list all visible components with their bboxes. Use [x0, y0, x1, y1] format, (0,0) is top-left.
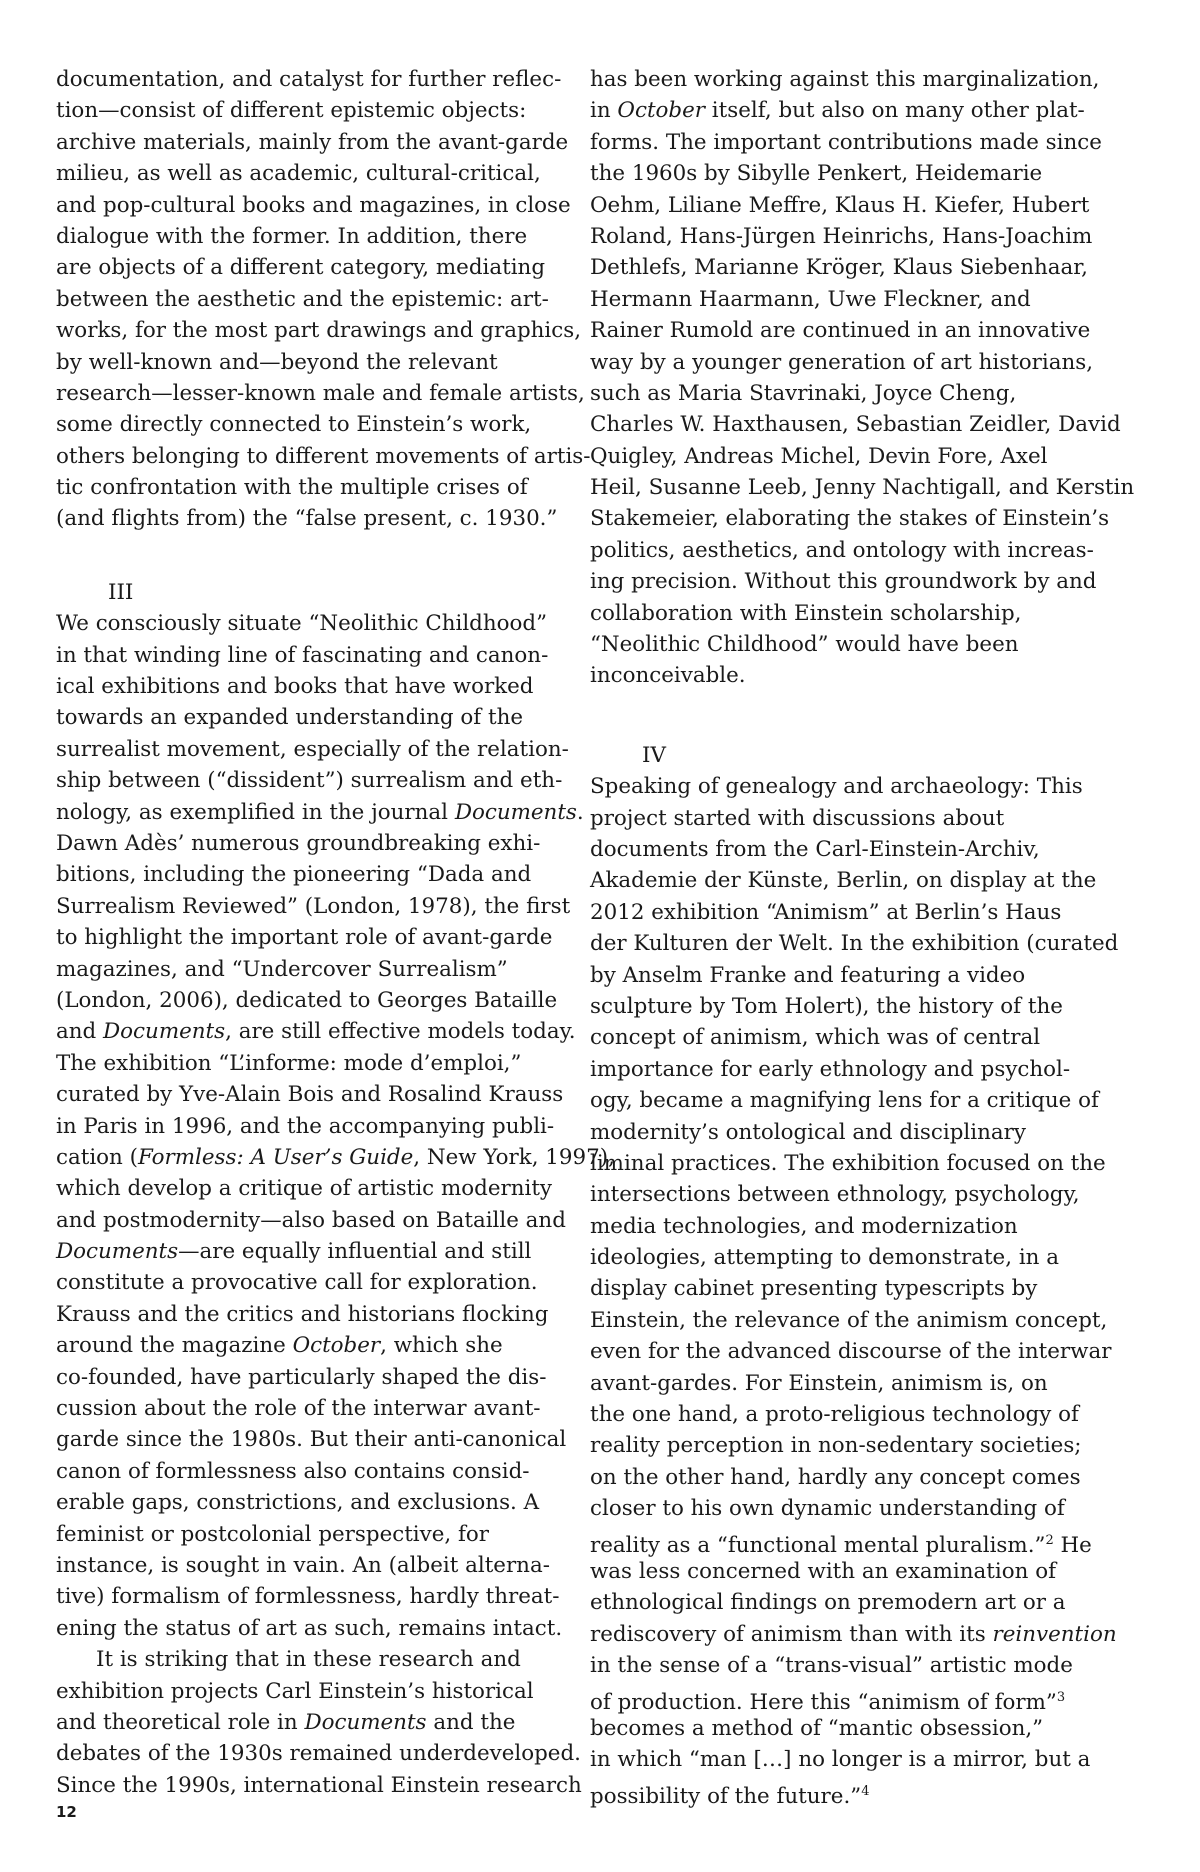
text-run: Speaking of genealogy and archaeology: This [590, 774, 1083, 800]
text-run: itself, but also on many other plat- [705, 98, 1085, 124]
text-line [590, 1493, 1135, 1524]
text-line [590, 660, 1135, 691]
text-run: co-founded, have particularly shaped the dis- [56, 1364, 547, 1390]
text-line [56, 95, 601, 126]
text-line [590, 503, 1135, 534]
text-line [590, 1273, 1135, 1304]
text-run: Roland, Hans-Jürgen Heinrichs, Hans-Joachim [590, 223, 1093, 249]
text-line [56, 1142, 615, 1173]
section-heading [590, 740, 1135, 771]
right-text-column [590, 64, 1135, 1807]
text-line [590, 803, 1135, 834]
text-run: to highlight the important role of avant-garde [56, 925, 553, 951]
footnote-marker: 2 [1045, 1532, 1054, 1548]
text-run: project started with discussions about [590, 805, 1005, 831]
italic-title: Formless: A User’s Guide [137, 1144, 414, 1170]
text-run: towards an expanded understanding of the [56, 705, 524, 731]
text-run: and the [426, 1709, 516, 1735]
text-line [56, 1048, 601, 1079]
text-line [56, 472, 601, 503]
text-run: tion—consist of different epistemic objects: [56, 98, 527, 124]
text-line [56, 828, 601, 859]
text-line [590, 472, 1135, 503]
text-run: , New York, 1997), [413, 1144, 615, 1170]
text-line [590, 127, 1135, 158]
text-run: 2012 exhibition “Animism” at Berlin’s Haus [590, 899, 1062, 925]
text-run: nology, as exemplified in the journal [56, 799, 455, 825]
text-line [590, 1587, 1135, 1618]
italic-title: Documents [103, 1019, 226, 1045]
text-line [590, 1148, 1135, 1179]
text-run: , are still effective models today. [225, 1019, 576, 1045]
text-line [590, 1744, 1135, 1775]
text-line [56, 859, 601, 890]
text-line [56, 1424, 601, 1455]
text-line [56, 640, 601, 671]
text-run: collaboration with Einstein scholarship, [590, 600, 1022, 626]
text-run: and theoretical role in [56, 1709, 305, 1735]
text-line [56, 315, 601, 346]
text-line [56, 1079, 601, 1110]
text-line [590, 1211, 1135, 1242]
text-line [56, 190, 601, 221]
text-line [56, 1173, 601, 1204]
text-line [590, 1179, 1135, 1210]
text-line [56, 503, 601, 534]
text-line [56, 954, 601, 985]
text-line [56, 1236, 601, 1267]
text-run: cation ( [56, 1144, 138, 1170]
text-run: surrealist movement, especially of the relation- [56, 736, 569, 762]
text-line [56, 608, 601, 639]
text-line [590, 566, 1135, 597]
text-run: Dawn Adès’ numerous groundbreaking exhi- [56, 830, 541, 856]
text-line [590, 1650, 1135, 1681]
text-line [56, 1456, 601, 1487]
text-line [56, 158, 601, 189]
text-run: Krauss and the critics and historians flocking [56, 1301, 549, 1327]
text-line [590, 1776, 1135, 1807]
text-line [590, 1430, 1135, 1461]
text-run: forms. The important contributions made since [590, 129, 1102, 155]
text-line [56, 409, 601, 440]
text-line [590, 64, 1135, 95]
text-line [590, 598, 1135, 629]
text-line [590, 284, 1135, 315]
text-run: “Neolithic Childhood” would have been [590, 632, 1019, 658]
text-run: ethnological findings on premodern art or a [590, 1590, 1066, 1616]
text-run: instance, is sought in vain. An (albeit alterna- [56, 1552, 550, 1578]
text-run: garde since the 1980s. But their anti-canonical [56, 1427, 567, 1453]
text-run: (and flights from) the “false present, c. 1930.” [56, 506, 558, 532]
text-line [590, 771, 1135, 802]
text-run: modernity’s ontological and disciplinary [590, 1119, 1026, 1145]
text-line [56, 441, 601, 472]
text-line [56, 1299, 601, 1330]
section-heading [56, 577, 601, 608]
text-line [56, 1016, 601, 1047]
text-run: Akademie der Künste, Berlin, on display at the [590, 868, 1097, 894]
text-line [56, 64, 601, 95]
text-line [590, 347, 1135, 378]
text-run: concept of animism, which was of central [590, 1025, 1041, 1051]
text-run: rediscovery of animism than with its [590, 1621, 993, 1647]
text-line [56, 347, 601, 378]
text-line [56, 1707, 601, 1738]
text-run: and postmodernity—also based on Bataille and [56, 1207, 566, 1233]
text-run: avant-gardes. For Einstein, animism is, on [590, 1370, 1048, 1396]
text-run: such as Maria Stavrinaki, Joyce Cheng, [590, 380, 1017, 406]
text-run: ing precision. Without this groundwork by and [590, 569, 1097, 595]
text-line [590, 1117, 1135, 1148]
text-run: Oehm, Liliane Meffre, Klaus H. Kiefer, Hubert [590, 192, 1090, 218]
text-line [56, 671, 601, 702]
text-run: Stakemeier, elaborating the stakes of Einstein’s [590, 506, 1110, 532]
text-run: bitions, including the pioneering “Dada and [56, 862, 532, 888]
text-run: erable gaps, constrictions, and exclusions. A [56, 1490, 540, 1516]
text-run: reality perception in non-sedentary societies; [590, 1433, 1082, 1459]
text-line [590, 1336, 1135, 1367]
text-run: in Paris in 1996, and the accompanying publi- [56, 1113, 555, 1139]
text-line [590, 1619, 1135, 1650]
text-run: We consciously situate “Neolithic Childhood” [56, 611, 548, 637]
text-line [590, 1054, 1135, 1085]
text-run: are objects of a different category, mediating [56, 255, 546, 281]
text-run: (London, 2006), dedicated to Georges Bataille [56, 987, 558, 1013]
text-line [590, 409, 1135, 440]
text-line [590, 252, 1135, 283]
text-line [590, 629, 1135, 660]
text-line [590, 1242, 1135, 1273]
text-line [590, 378, 1135, 409]
text-run: some directly connected to Einstein’s work, [56, 412, 532, 438]
text-run: sculpture by Tom Holert), the history of the [590, 993, 1063, 1019]
text-line [56, 1550, 601, 1581]
text-run: ideologies, attempting to demonstrate, in a [590, 1245, 1059, 1271]
text-run: becomes a method of “mantic obsession,” [590, 1715, 1044, 1741]
text-run: of production. Here this “animism of form” [590, 1689, 1057, 1715]
text-line [590, 1368, 1135, 1399]
footnote-marker: 3 [1056, 1689, 1066, 1705]
text-line [56, 1205, 601, 1236]
text-run: others belonging to different movements of artis- [56, 443, 591, 469]
text-run: in the sense of a “trans-visual” artistic mode [590, 1653, 1073, 1679]
text-run: display cabinet presenting typescripts by [590, 1276, 1038, 1302]
text-line [56, 734, 601, 765]
text-run: tive) formalism of formlessness, hardly threat- [56, 1584, 560, 1610]
text-run: constitute a provocative call for exploration. [56, 1270, 538, 1296]
footnote-marker: 4 [861, 1783, 870, 1799]
text-run: research—lesser-known male and female artists, [56, 380, 585, 406]
text-run: in [590, 98, 618, 124]
text-run: in which “man […] no longer is a mirror, but a [590, 1747, 1091, 1773]
text-line [590, 1085, 1135, 1116]
text-run: the 1960s by Sibylle Penkert, Heidemarie [590, 161, 1043, 187]
text-run: works, for the most part drawings and graphics, [56, 318, 582, 344]
text-line [56, 1519, 601, 1550]
text-line [56, 127, 601, 158]
text-run: on the other hand, hardly any concept comes [590, 1464, 1081, 1490]
text-line [590, 865, 1135, 896]
text-run: by Anselm Franke and featuring a video [590, 962, 1026, 988]
text-run: tic confrontation with the multiple crises of [56, 475, 528, 501]
text-run: ening the status of art as such, remains intact. [56, 1615, 563, 1641]
text-run: He [1053, 1532, 1092, 1558]
text-line [56, 985, 601, 1016]
text-line [590, 897, 1135, 928]
text-run: IV [642, 742, 666, 768]
text-run: Since the 1990s, international Einstein research [56, 1772, 582, 1798]
text-run: inconceivable. [590, 663, 746, 689]
text-line [590, 1399, 1135, 1430]
text-line [590, 190, 1135, 221]
text-line [56, 221, 601, 252]
section-spacer [590, 692, 1135, 740]
text-line [590, 991, 1135, 1022]
text-line [56, 1111, 601, 1142]
text-run: Rainer Rumold are continued in an innovative [590, 318, 1091, 344]
text-run: politics, aesthetics, and ontology with increas- [590, 537, 1094, 563]
page-number: 12 [56, 1803, 77, 1821]
text-run: documents from the Carl-Einstein-Archiv, [590, 836, 1040, 862]
text-line [56, 765, 601, 796]
text-run: importance for early ethnology and psychol- [590, 1056, 1071, 1082]
text-line [590, 535, 1135, 566]
text-run: intersections between ethnology, psychology, [590, 1182, 1080, 1208]
text-line [56, 891, 601, 922]
left-text-column [56, 64, 615, 1801]
italic-title: October [292, 1333, 381, 1359]
text-run: around the magazine [56, 1333, 293, 1359]
text-run: closer to his own dynamic understanding of [590, 1496, 1065, 1522]
text-line [56, 1770, 601, 1801]
text-run: ical exhibitions and books that have worked [56, 674, 534, 700]
text-line [590, 1462, 1135, 1493]
text-run: Surrealism Reviewed” (London, 1978), the first [56, 893, 571, 919]
text-run: Heil, Susanne Leeb, Jenny Nachtigall, and Kerstin [590, 475, 1135, 501]
text-line [590, 960, 1135, 991]
text-run: in that winding line of fascinating and canon- [56, 642, 549, 668]
text-run: documentation, and catalyst for further reflec- [56, 67, 562, 92]
text-run: Hermann Haarmann, Uwe Fleckner, and [590, 286, 1031, 312]
text-line [56, 1644, 601, 1675]
text-run: by well-known and—beyond the relevant [56, 349, 498, 375]
text-line [56, 922, 601, 953]
text-line [590, 95, 1135, 126]
text-run: between the aesthetic and the epistemic: art- [56, 286, 549, 312]
text-run: cussion about the role of the interwar avant- [56, 1396, 541, 1422]
text-run: the one hand, a proto-religious technology of [590, 1402, 1079, 1428]
text-line [56, 702, 601, 733]
text-line [590, 1525, 1135, 1556]
text-run: Charles W. Haxthausen, Sebastian Zeidler, David [590, 412, 1121, 438]
text-run: ship between (“dissident”) surrealism and eth- [56, 768, 563, 794]
text-run: media technologies, and modernization [590, 1213, 1018, 1239]
text-run: reality as a “functional mental pluralism.” [590, 1532, 1046, 1558]
text-line [56, 1738, 601, 1769]
text-line [590, 221, 1135, 252]
text-run: exhibition projects Carl Einstein’s historical [56, 1678, 534, 1704]
italic-title: Documents [56, 1239, 179, 1265]
text-run: der Kulturen der Welt. In the exhibition (curated [590, 931, 1119, 957]
text-line [56, 1613, 601, 1644]
text-run: feminist or postcolonial perspective, for [56, 1521, 490, 1547]
text-line [590, 1556, 1135, 1587]
text-run: It is striking that in these research and [96, 1647, 521, 1673]
text-run: canon of formlessness also contains consid- [56, 1458, 530, 1484]
text-line [590, 928, 1135, 959]
italic-title: Documents [304, 1709, 427, 1735]
text-line [590, 1713, 1135, 1744]
text-run: and pop-cultural books and magazines, in close [56, 192, 571, 218]
text-run: magazines, and “Undercover Surrealism” [56, 956, 508, 982]
text-line [56, 797, 601, 828]
text-run: was less concerned with an examination of [590, 1558, 1056, 1584]
italic-title: Documents [454, 799, 577, 825]
italic-title: reinvention [992, 1621, 1117, 1647]
text-run: Dethlefs, Marianne Kröger, Klaus Siebenhaar, [590, 255, 1088, 281]
text-run: milieu, as well as academic, cultural-critical, [56, 161, 541, 187]
italic-title: October [617, 98, 705, 124]
text-run: liminal practices. The exhibition focused on the [590, 1150, 1106, 1176]
text-line [56, 1581, 601, 1612]
text-run: . [576, 799, 584, 825]
text-run: debates of the 1930s remained underdeveloped. [56, 1741, 581, 1767]
text-run: III [108, 579, 134, 605]
text-line [590, 1022, 1135, 1053]
text-run: ogy, became a magnifying lens for a critique of [590, 1088, 1099, 1114]
text-line [56, 378, 601, 409]
text-line [590, 441, 1135, 472]
text-line [56, 1487, 601, 1518]
text-run: The exhibition “L’informe: mode d’emploi,” [56, 1050, 522, 1076]
text-line [56, 1267, 601, 1298]
text-line [590, 315, 1135, 346]
text-line [56, 1362, 601, 1393]
text-line [590, 1682, 1135, 1713]
text-line [56, 252, 601, 283]
text-run: Einstein, the relevance of the animism concept, [590, 1307, 1108, 1333]
text-run: possibility of the future.” [590, 1783, 862, 1809]
text-line [56, 1330, 601, 1361]
text-line [56, 1676, 601, 1707]
text-run: way by a younger generation of art historians, [590, 349, 1094, 375]
text-line [56, 284, 601, 315]
text-run: —are equally influential and still [178, 1239, 532, 1265]
text-run: and [56, 1019, 104, 1045]
text-run: , which she [380, 1333, 503, 1359]
text-line [590, 834, 1135, 865]
text-line [590, 158, 1135, 189]
text-run: which develop a critique of artistic modernity [56, 1176, 552, 1202]
text-run: dialogue with the former. In addition, there [56, 223, 528, 249]
text-run: has been working against this marginalization, [590, 67, 1100, 92]
text-line [590, 1305, 1135, 1336]
text-run: even for the advanced discourse of the interwar [590, 1339, 1112, 1365]
text-line [56, 1393, 601, 1424]
text-run: curated by Yve-Alain Bois and Rosalind Krauss [56, 1082, 564, 1108]
text-run: Quigley, Andreas Michel, Devin Fore, Axel [590, 443, 1048, 469]
section-spacer [56, 535, 601, 577]
text-run: archive materials, mainly from the avant-garde [56, 129, 569, 155]
